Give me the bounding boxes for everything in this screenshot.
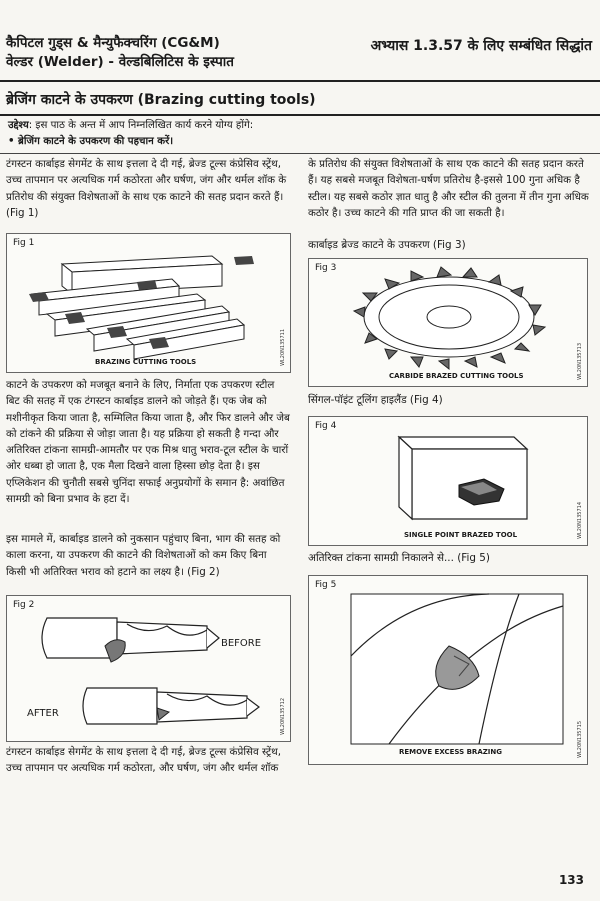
left-paragraph-1: टंगस्टन कार्बाइड सेगमेंट के साथ इत्तला दे दी गई, ब्रेज्ड टूल्स कंप्रेसिव स्ट्रेंथ, उच्च तापमान पर अत्यधिक गर्म कठोरता और घर्षण, जंग और थर्मल शॉक के प्रतिरोध की संयुक्त विशेषताओं के साथ एक काटने की सतह प्रदान करते हैं। (Fig 1) <box>6 158 287 219</box>
figure-2-code: WL20N135712 <box>280 698 286 735</box>
figure-4 <box>308 416 588 546</box>
figure-2-before: BEFORE <box>221 638 262 649</box>
figure-4-code: WL20N135714 <box>577 502 583 539</box>
objective-box <box>8 118 298 150</box>
left-paragraph-4: टंगस्टन कार्बाइड सेगमेंट के साथ इत्तला दे दी गई, ब्रेज्ड टूल्स कंप्रेसिव स्ट्रेंथ, उच्च तापमान पर अत्यधिक गर्म कठोरता, और घर्षण, जंग और थर्मल शॉक <box>6 746 281 775</box>
right-paragraph-1: के प्रतिरोध की संयुक्त विशेषताओं के साथ एक काटने की सतह प्रदान करते हैं। यह सबसे मजबूत विशेषता-घर्षण प्रतिरोध है-इससे 100 गुना अधिक है स्टील। यह सबसे कठोर ज्ञात धातु है और स्टील की तुलना में तीन गुना अधिक कठोर है। उच्च काटने की गति प्राप्त की जा सकती है। <box>308 158 589 219</box>
objective-label: उद्देश्य <box>8 120 29 131</box>
figure-1-caption: BRAZING CUTTING TOOLS <box>95 358 197 366</box>
section-title: ब्रेजिंग काटने के उपकरण (Brazing cutting tools) <box>6 92 316 108</box>
drill-before-after-drawing <box>7 596 290 741</box>
header-exercise: अभ्यास 1.3.57 के लिए सम्बंधित सिद्धांत <box>370 38 592 54</box>
figure-3 <box>308 258 588 387</box>
figure-4-caption: SINGLE POINT BRAZED TOOL <box>404 531 518 539</box>
single-point-tool-drawing <box>309 417 587 545</box>
figure-5-caption: REMOVE EXCESS BRAZING <box>399 748 503 756</box>
brazing-tools-drawing <box>7 234 290 372</box>
objective-intro: : इस पाठ के अन्त में आप निम्नलिखित कार्य करने योग्य होंगे: <box>28 120 254 131</box>
page-number: 133 <box>558 873 584 887</box>
figure-3-label: Fig 3 <box>315 263 337 273</box>
objective-bullet: • ब्रेजिंग काटने के उपकरण की पहचान करें। <box>8 136 174 147</box>
figure-5-intro: अतिरिक्त टांकना सामग्री निकालने से... (Fig 5) <box>308 552 490 564</box>
left-paragraph-3: इस मामले में, कार्बाइड डालने को नुकसान पहुंचाए बिना, भाग की सतह को काला करना, या उपकरण की काटने की विशेषताओं को कम किए बिना किसी भी अतिरिक्त भराव को हटाने का लक्ष्य है। (Fig 2) <box>6 533 281 578</box>
figure-4-intro: सिंगल-पॉइंट टूलिंग हाइलैंड (Fig 4) <box>308 394 443 406</box>
remove-excess-brazing-drawing <box>309 576 587 764</box>
figure-4-label: Fig 4 <box>315 421 337 431</box>
saw-cutter-drawing <box>309 259 587 386</box>
figure-3-intro: कार्बाइड ब्रेज्ड काटने के उपकरण (Fig 3) <box>308 239 466 251</box>
header-subtitle: वेल्डर (Welder) - वेल्डबिलिटिस के इस्पात <box>6 54 234 70</box>
figure-2-label: Fig 2 <box>13 600 35 610</box>
objective-divider <box>0 153 600 154</box>
figure-2 <box>6 595 291 742</box>
header-title: कैपिटल गुड्स & मैन्युफैक्चरिंग (CG&M) <box>6 35 220 51</box>
figure-1-label: Fig 1 <box>13 238 35 248</box>
figure-3-code: WL20N135713 <box>577 343 583 380</box>
figure-1 <box>6 233 291 373</box>
figure-5 <box>308 575 588 765</box>
figure-5-label: Fig 5 <box>315 580 337 590</box>
figure-5-code: WL20N135715 <box>577 721 583 758</box>
left-paragraph-2: काटने के उपकरण को मजबूत बनाने के लिए, निर्माता एक उपकरण स्टील बिट की सतह में एक टंगस्टन कार्बाइड डालने को जोड़ते हैं। एक जेब को मशीनीकृत किया जाता है, सम्मिलित किया जाता है, और फिर डालने और जेब को टांकने की प्रक्रिया से जोड़ा जाता है। यह प्रक्रिया हो सकती है गन्दा और अतिरिक्त टांकना सामग्री-आमतौर पर एक मिश्र धातु भराव-टूल स्टील के चारों ओर धब्बा हो जाता है, एक मैला दिखने वाला हिस्सा छोड़ देता है। इस एप्लिकेशन की चुनौती सबसे चुनिंदा सफाई अनुप्रयोगों के समान है: अवांछित सामग्री को बिना प्रभाव के हटा दें। <box>6 379 290 506</box>
header-divider <box>0 80 600 82</box>
figure-1-code: WL20N135711 <box>280 329 286 366</box>
section-divider <box>0 114 600 116</box>
figure-3-caption: CARBIDE BRAZED CUTTING TOOLS <box>389 372 524 380</box>
header-left <box>6 34 234 72</box>
figure-2-after: AFTER <box>27 708 59 719</box>
